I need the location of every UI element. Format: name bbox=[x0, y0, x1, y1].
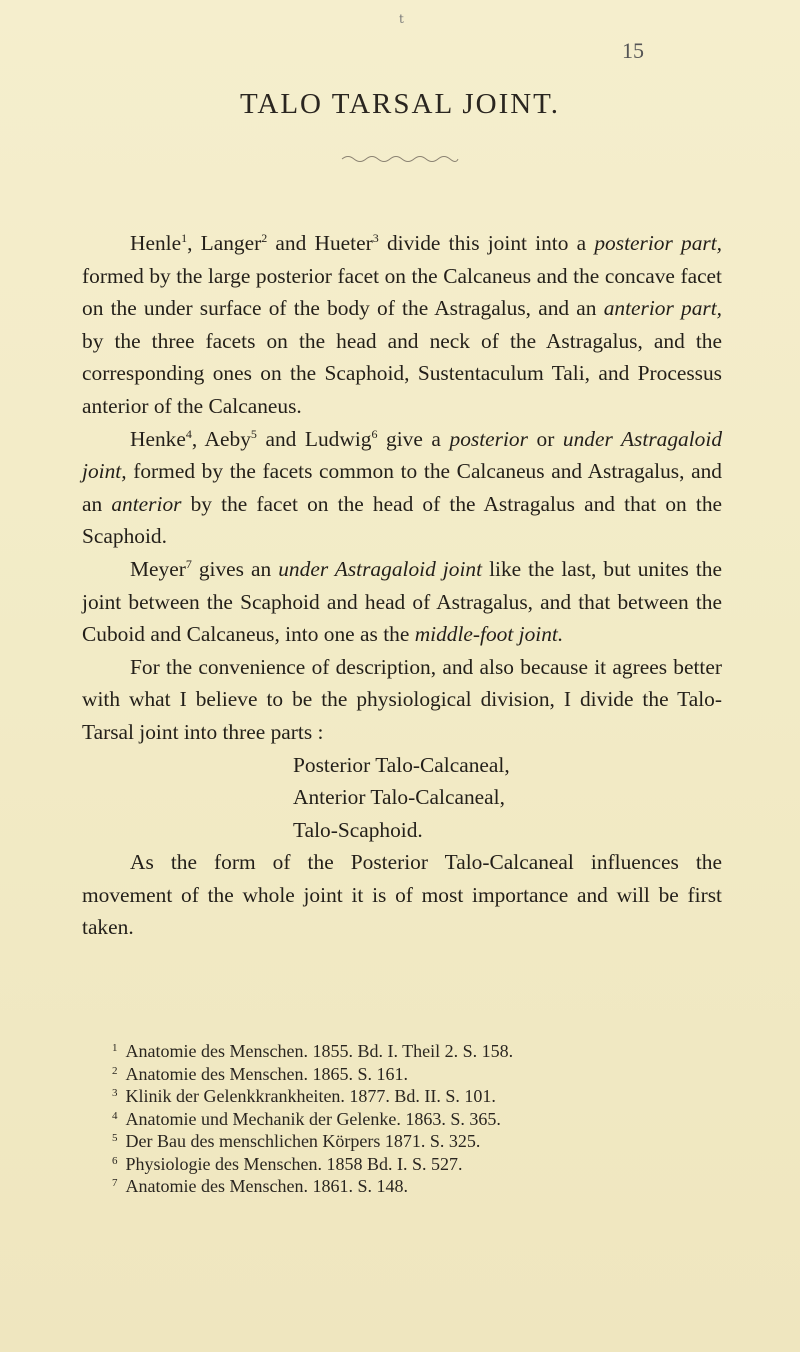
paragraph-4: For the convenience of description, and also because it agrees better with what I believe to be the physiological division, I divide the Talo-Tarsal joint into three parts : bbox=[82, 654, 722, 744]
footnote: $^2$ Anatomie des Menschen. 1865. S. 161. bbox=[112, 1063, 408, 1084]
paragraph-5: As the form of the Posterior Talo-Calcaneal influences the movement of the whole joint it is of most importance and will be first taken. bbox=[82, 850, 722, 940]
body-text bbox=[82, 227, 722, 944]
list-item: Talo-Scaphoid. bbox=[293, 817, 423, 842]
paragraph-3: Meyer$^7$ gives an under Astragaloid joint like the last, but unites the joint between the Scaphoid and head of Astragalus, and that between the Cuboid and Calcaneus, into one as the middle-foot joint. bbox=[82, 556, 722, 647]
paragraph-1: Henle$^1$, Langer$^2$ and Hueter$^3$ divide this joint into a posterior part, formed by the large posterior facet on the Calcaneus and the concave facet on the under surface of the body of the Astragalus, and an anterior part, by the three facets on the head and neck of the Astragalus, and the corresponding ones on the Scaphoid, Sustentaculum Tali, and Processus anterior of the Calcaneus. bbox=[82, 231, 723, 418]
page-number: 15 bbox=[622, 38, 644, 63]
footnote: $^5$ Der Bau des menschlichen Körpers 1871. S. 325. bbox=[112, 1131, 481, 1151]
list-item: Posterior Talo-Calcaneal, bbox=[293, 752, 510, 777]
footnote: $^1$ Anatomie des Menschen. 1855. Bd. I. Theil 2. S. 158. bbox=[112, 1041, 514, 1061]
footnote: $^4$ Anatomie und Mechanik der Gelenke. 1863. S. 365. bbox=[112, 1108, 501, 1129]
footnote: $^7$ Anatomie des Menschen. 1861. S. 148. bbox=[112, 1176, 408, 1196]
footnote: $^6$ Physiologie des Menschen. 1858 Bd. I. S. 527. bbox=[112, 1153, 463, 1174]
footnote: $^3$ Klinik der Gelenkkrankheiten. 1877. Bd. II. S. 101. bbox=[112, 1086, 496, 1106]
paragraph-2: Henke$^4$, Aeby$^5$ and Ludwig$^6$ give a posterior or under Astragaloid joint, formed by the facets common to the Calcaneus and Astragalus, and an anterior by the facet on the head of the Astragalus and that on the Scaphoid. bbox=[82, 426, 723, 549]
list-item: Anterior Talo-Calcaneal, bbox=[293, 785, 505, 810]
footnotes bbox=[112, 1040, 732, 1198]
joint-parts-list bbox=[82, 749, 722, 847]
chapter-title: TALO TARSAL JOINT. bbox=[240, 88, 560, 120]
page-mark: t bbox=[399, 12, 404, 26]
wavy-rule-ornament bbox=[340, 152, 460, 166]
